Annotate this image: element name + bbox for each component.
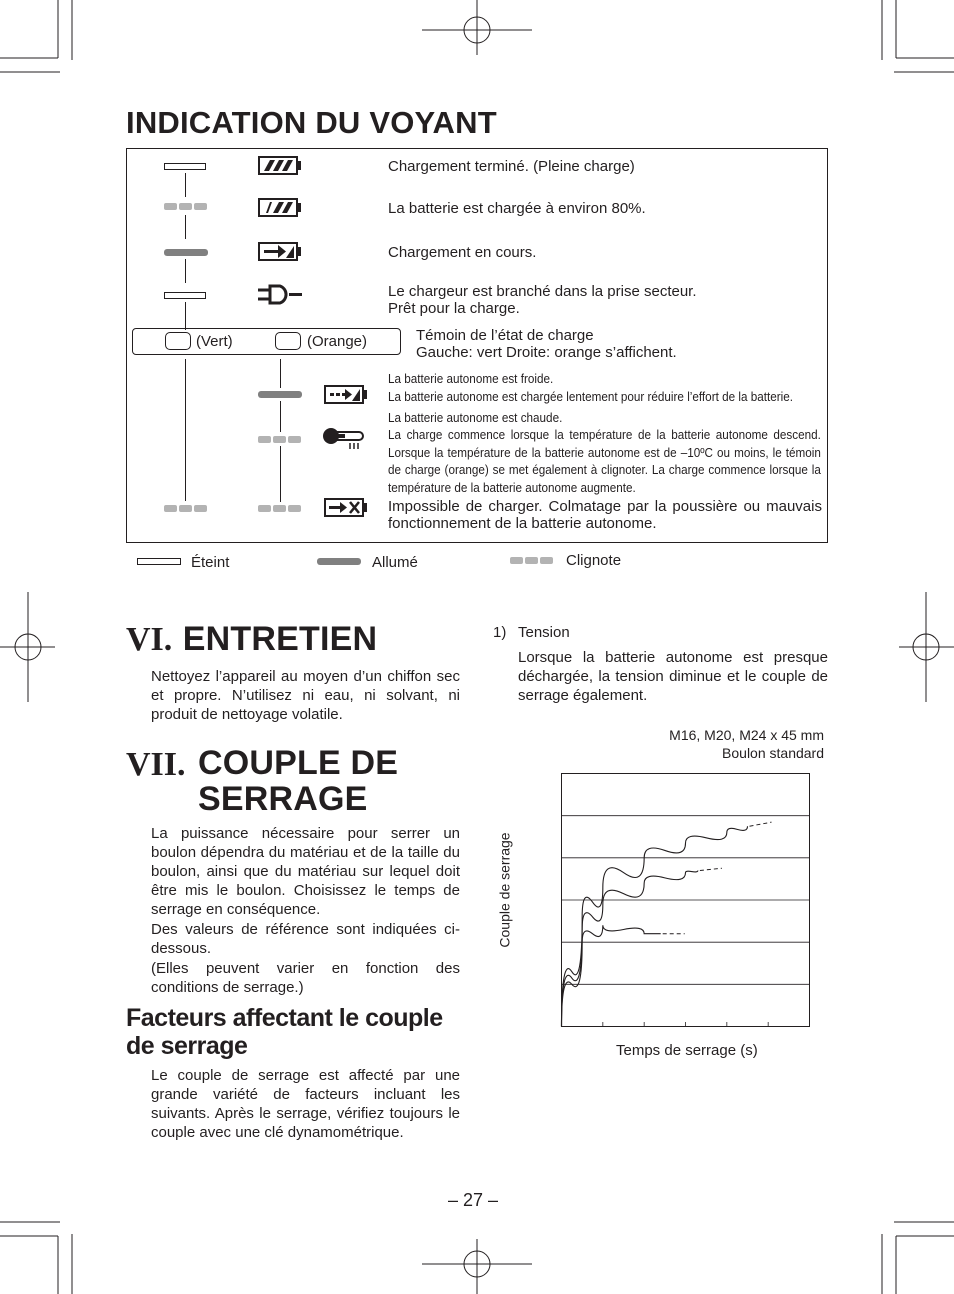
status-charging-text: Chargement en cours. [388,244,537,261]
orange-lamp-label: (Orange) [307,333,368,350]
legend-on-swatch [317,558,361,565]
section6-title: ENTRETIEN [182,620,378,658]
status-plugged-text: Le chargeur est branché dans la prise secteur. [388,283,697,300]
lamp-blink-indicator [164,505,210,512]
battery-slow-charge-icon [324,385,368,405]
chart-xlabel: Temps de serrage (s) [616,1042,758,1059]
orange-lamp-line [280,401,281,432]
status-full-text: Chargement terminé. (Pleine charge) [388,158,635,175]
section6-heading [126,620,377,659]
section7-title-2: SERRAGE [198,780,368,818]
section7-p1: La puissance nécessaire pour serrer un boulon dépendra du matériau et de la taille du boulon, ainsi que du matériau sur lequel doit être mis le boulon. Choisissez le temps de serrage en conséquence. [151,825,460,918]
section6-numeral: VI. [126,621,173,658]
page-number: – 27 – [448,1190,499,1210]
status-80-text: La batterie est chargée à environ 80%. [388,200,646,217]
tension-body: Lorsque la batterie autonome est presque déchargée, la tension diminue et le couple de serrage également. [518,649,828,704]
lamp-blink-indicator [164,203,210,210]
battery-full-icon [258,156,302,176]
tension-number: 1) [493,624,507,641]
orange-lamp-line [280,446,281,502]
lamp-blink-indicator [258,505,304,512]
lamp-connector [185,173,186,197]
battery-80-icon [258,198,302,218]
section7-p2: Des valeurs de référence sont indiquées ci-dessous. [151,921,460,957]
chart-caption-2: Boulon standard [722,745,824,761]
battery-fault-icon [324,498,368,518]
torque-chart [561,773,810,1027]
section7-numeral: VII. [126,746,186,783]
subsection-body: Le couple de serrage est affecté par une grande variété de facteurs incluant les suivants. Après le serrage, vérifiez toujours le couple avec une clé dynamométrique. [151,1067,460,1141]
hot-text-1: La batterie autonome est chaude. [388,410,563,425]
lamp-connector [185,259,186,283]
orange-lamp-icon [275,332,301,350]
battery-charging-icon [258,242,302,262]
lamp-connector [185,215,186,239]
green-lamp-line [185,359,186,501]
plug-icon [258,284,304,306]
indicator-title: INDICATION DU VOYANT [126,105,497,140]
cold-text-1: La batterie autonome est froide. [388,371,554,386]
lamp-on-indicator [258,391,302,398]
green-lamp-icon [165,332,191,350]
subsection-title: Facteurs affectant le couple de serrage [126,1004,443,1060]
chart-caption-1: M16, M20, M24 x 45 mm [669,727,824,743]
green-lamp-label: (Vert) [196,333,233,350]
legend-blink-label: Clignote [566,552,622,569]
lamp-off-indicator [164,292,206,299]
cold-text-2: La batterie autonome est chargée lentement pour réduire l’effort de la batterie. [388,389,793,404]
section6-body: Nettoyez l’appareil au moyen d’un chiffon sec et propre. N’utilisez ni eau, ni solvant, ni produit de nettoyage volatile. [151,668,460,723]
legend-blink-swatch [510,557,556,564]
chart-series-extension-1 [750,822,772,826]
lamp-off-indicator [164,163,206,170]
chart-series-line-1 [562,826,748,1026]
lamp-on-indicator [164,249,208,256]
section7-title-1: COUPLE DE [198,744,399,782]
legend-off-swatch [137,558,181,565]
fault-text: Impossible de charger. Colmatage par la poussière ou mauvais fonctionnement de la batterie autonome. [388,498,822,532]
orange-lamp-line [280,359,281,388]
legend-on-label: Allumé [372,554,418,571]
lamp-connector [185,302,186,330]
hot-text-desc: La charge commence lorsque la température de la batterie autonome descend. Lorsque la température de la batterie autonome est de –10ºC ou moins, le témoin de charge (orange) se met également à clignoter. La charge commence lorsque la température de la batterie autonome augmente. [388,427,821,495]
chart-series-line-3 [562,925,661,1026]
lamp-desc-1: Témoin de l’état de charge [416,327,594,344]
lamp-desc-2: Gauche: vert Droite: orange s’affichent. [416,344,677,361]
legend-off-label: Éteint [191,554,230,571]
tension-title: Tension [518,624,570,641]
section7-p3: (Elles peuvent varier en fonction des conditions de serrage.) [151,960,460,996]
status-plugged-text-2: Prêt pour la charge. [388,300,520,317]
chart-ylabel: Couple de serrage [496,832,513,948]
chart-series-extension-2 [700,868,722,870]
lamp-blink-indicator [258,436,304,443]
thermometer-icon [322,425,368,451]
